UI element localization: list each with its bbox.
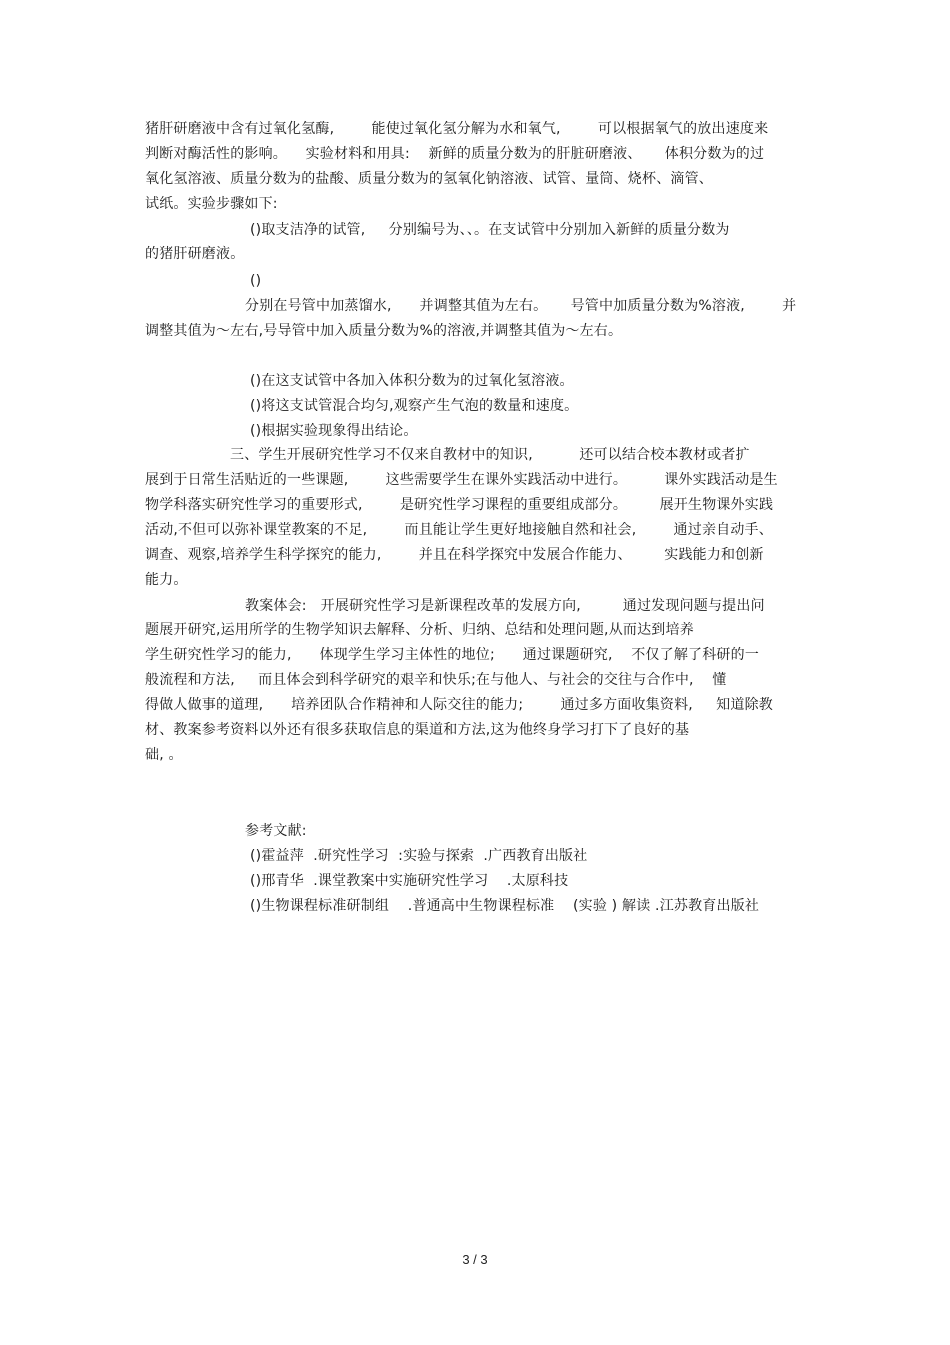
text-line: 活动,不但可以弥补课堂教案的不足, 而且能让学生更好地接触自然和社会, 通过亲自动手、 (145, 522, 773, 538)
text-line: 教案体会: 开展研究性学习是新课程改革的发展方向, 通过发现问题与提出问 (245, 598, 765, 614)
text-line: 调整其值为～左右,号导管中加入质量分数为%的溶液,并调整其值为～左右。 (145, 323, 623, 339)
reference-item: ()生物课程标准研制组 .普通高中生物课程标准 (实验 ) 解读 .江苏教育出版社 (250, 898, 760, 914)
text-line: 学生研究性学习的能力, 体现学生学习主体性的地位; 通过课题研究, 不仅了解了科研的一 (145, 647, 760, 663)
text-line: 三、学生开展研究性学习不仅来自教材中的知识, 还可以结合校本教材或者扩 (230, 447, 750, 463)
reference-item: ()霍益萍 .研究性学习 :实验与探索 .广西教育出版社 (250, 848, 588, 864)
text-line: ()根据实验现象得出结论。 (250, 423, 418, 439)
text-line: 猪肝研磨液中含有过氧化氢酶, 能使过氧化氢分解为水和氧气, 可以根据氧气的放出速度来 (145, 121, 769, 137)
text-line: 材、教案参考资料以外还有很多获取信息的渠道和方法,这为他终身学习打下了良好的基 (145, 722, 690, 738)
reference-item: ()邢青华 .课堂教案中实施研究性学习 .太原科技 (250, 873, 569, 889)
text-line: ()将这支试管混合均匀,观察产生气泡的数量和速度。 (250, 398, 579, 414)
text-line: 的猪肝研磨液。 (145, 246, 245, 262)
text-line: 展到于日常生活贴近的一些课题, 这些需要学生在课外实践活动中进行。 课外实践活动是生 (145, 472, 778, 488)
text-line: 题展开研究,运用所学的生物学知识去解释、分析、归纳、总结和处理问题,从而达到培养 (145, 622, 694, 638)
text-line: 氧化氢溶液、质量分数为的盐酸、质量分数为的氢氧化钠溶液、试管、量筒、烧杯、滴管、 (145, 171, 713, 187)
text-line: 分别在号管中加蒸馏水, 并调整其值为左右。 号管中加质量分数为%溶液, 并 (245, 298, 797, 314)
text-line: 物学科落实研究性学习的重要形式, 是研究性学习课程的重要组成部分。 展开生物课外实践 (145, 497, 774, 513)
text-line: 得做人做事的道理, 培养团队合作精神和人际交往的能力; 通过多方面收集资料, 知道除教 (145, 697, 773, 713)
text-line: ()在这支试管中各加入体积分数为的过氧化氢溶液。 (250, 373, 574, 389)
text-line: 判断对酶活性的影响。 实验材料和用具: 新鲜的质量分数为的肝脏研磨液、 体积分数为的过 (145, 146, 765, 162)
text-line: 试纸。实验步骤如下: (145, 196, 278, 212)
text-line: ()取支洁净的试管, 分别编号为、、。在支试管中分别加入新鲜的质量分数为 (250, 222, 730, 238)
text-line: 础, 。 (145, 747, 183, 763)
page-number: 3 / 3 (462, 1252, 488, 1267)
text-line: 调查、观察,培养学生科学探究的能力, 并且在科学探究中发展合作能力、 实践能力和创新 (145, 547, 764, 563)
text-line: 能力。 (145, 572, 188, 588)
text-line: () (250, 273, 262, 289)
text-line: 般流程和方法, 而且体会到科学研究的艰辛和快乐;在与他人、与社会的交往与合作中, 懂 (145, 672, 727, 688)
references-heading: 参考文献: (245, 823, 307, 839)
